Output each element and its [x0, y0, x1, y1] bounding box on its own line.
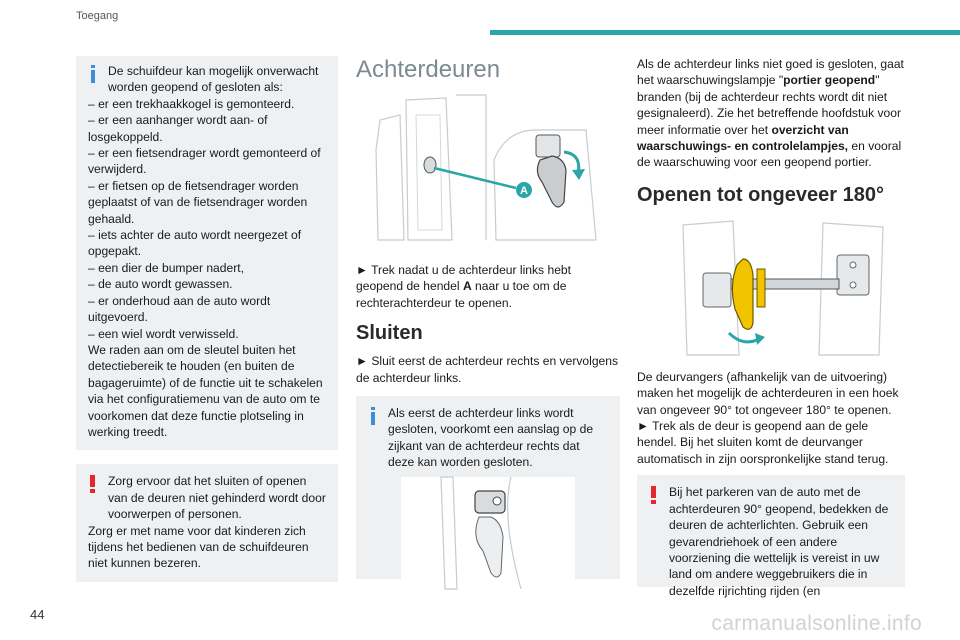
info-icon — [90, 65, 96, 83]
list-item: – er een aanhanger wordt aan- of losgekoppeld. — [88, 113, 268, 144]
door-stop-illustration — [401, 477, 575, 589]
info-icon — [370, 407, 376, 425]
note-first-line: Zorg ervoor dat het sluiten of openen van de deuren niet gehinderd wordt door voorwerpen of personen. — [108, 474, 326, 522]
warning-note-door-obstruction — [76, 464, 338, 581]
column-right — [637, 56, 905, 598]
note-first-line: De schuifdeur kan mogelijk onverwacht worden geopend of gesloten als: — [108, 64, 319, 95]
warning-icon — [651, 486, 657, 504]
figure-label-a: A — [520, 185, 528, 197]
list-item: – er onderhoud aan de auto wordt uitgevoerd. — [88, 293, 271, 325]
list-item: – iets achter de auto wordt neergezet of opgepakt. — [88, 228, 302, 259]
list-item: – een wiel wordt verwisseld. — [88, 326, 239, 341]
list-item: – er fietsen op de fietsendrager worden geplaatst of van de fietsendrager worden gehaald. — [88, 178, 308, 226]
section-title: Achterdeuren — [356, 56, 501, 83]
warning-note-parking — [637, 475, 905, 598]
header-accent-rule — [490, 30, 960, 35]
header-section-label: Toegang — [76, 10, 119, 22]
subsection-title-180: Openen tot ongeveer 180° — [637, 183, 884, 206]
step-yellow-lever: ► Trek als de deur is geopend aan de gele hendel. Bij het sluiten komt de deurvanger automatisch in zijn oorspronkelijke stand terug. — [637, 419, 889, 466]
watermark: carmanualsonline.info — [711, 612, 922, 635]
step-open-right-door: ► Trek nadat u de achterdeur links hebt geopend de hendel A naar u toe om de rechterachterdeur te openen. — [356, 263, 572, 310]
column-middle — [356, 56, 620, 589]
note-paragraph: We raden aan om de sleutel buiten het detectiebereik te houden (en buiten de bagageruimte) of de functie uit te schakelen via het configuratiemenu van de auto om te voorkomen dat deze functie plotseling in werking treedt. — [88, 342, 323, 439]
note-first-line: Als eerst de achterdeur links wordt gesloten, voorkomt een aanslag op de zijkant van de achterdeur rechts dat deze kan worden gesloten. — [388, 406, 594, 470]
paragraph-door-stays: De deurvangers (afhankelijk van de uitvoering) maken het mogelijk de achterdeuren in een hoek van ongeveer 90° tot ongeveer 180° te openen. — [637, 369, 899, 417]
list-item: – een dier de bumper nadert, — [88, 260, 244, 275]
list-item: – er een fietsendrager wordt gemonteerd of verwijderd. — [88, 146, 321, 177]
note-paragraph: Zorg er met name voor dat kinderen zich tijdens het bedienen van de schuifdeuren niet kunnen bezeren. — [88, 523, 309, 571]
note-first-line: Bij het parkeren van de auto met de achterdeuren 90° geopend, bedekken de deuren de achterlichten. Gebruik een gevarendriehoek of een andere voorziening die wettelijk is vereist in uw land om andere weggebruikers die in dezelfde rijrichting rijden (en — [669, 485, 889, 598]
warning-icon — [90, 475, 96, 493]
paragraph-door-warning-lamp: Als de achterdeur links niet goed is gesloten, gaat het waarschuwingslampje "portier geopend" branden (bij de achterdeur rechts wordt dit niet gesignaleerd). Zie het betreffende hoofdstuk voor meer informatie over het overzicht van waarschuwings- en controlelampjes, en vooral de waarschuwing voor een geopend portier. — [637, 57, 904, 170]
page-number: 44 — [30, 607, 45, 622]
list-item: – er een trekhaakkogel is gemonteerd. — [88, 96, 295, 111]
list-item: – de auto wordt gewassen. — [88, 277, 233, 292]
step-close-doors: ► Sluit eerst de achterdeur rechts en vervolgens de achterdeur links. — [356, 354, 619, 385]
rear-door-lever-illustration — [356, 90, 620, 250]
subsection-title-sluiten: Sluiten — [356, 322, 423, 345]
column-left — [76, 56, 338, 592]
door-check-strap-illustration — [673, 215, 891, 361]
info-note-sliding-door — [76, 56, 338, 450]
info-note-closing-order — [356, 396, 620, 579]
